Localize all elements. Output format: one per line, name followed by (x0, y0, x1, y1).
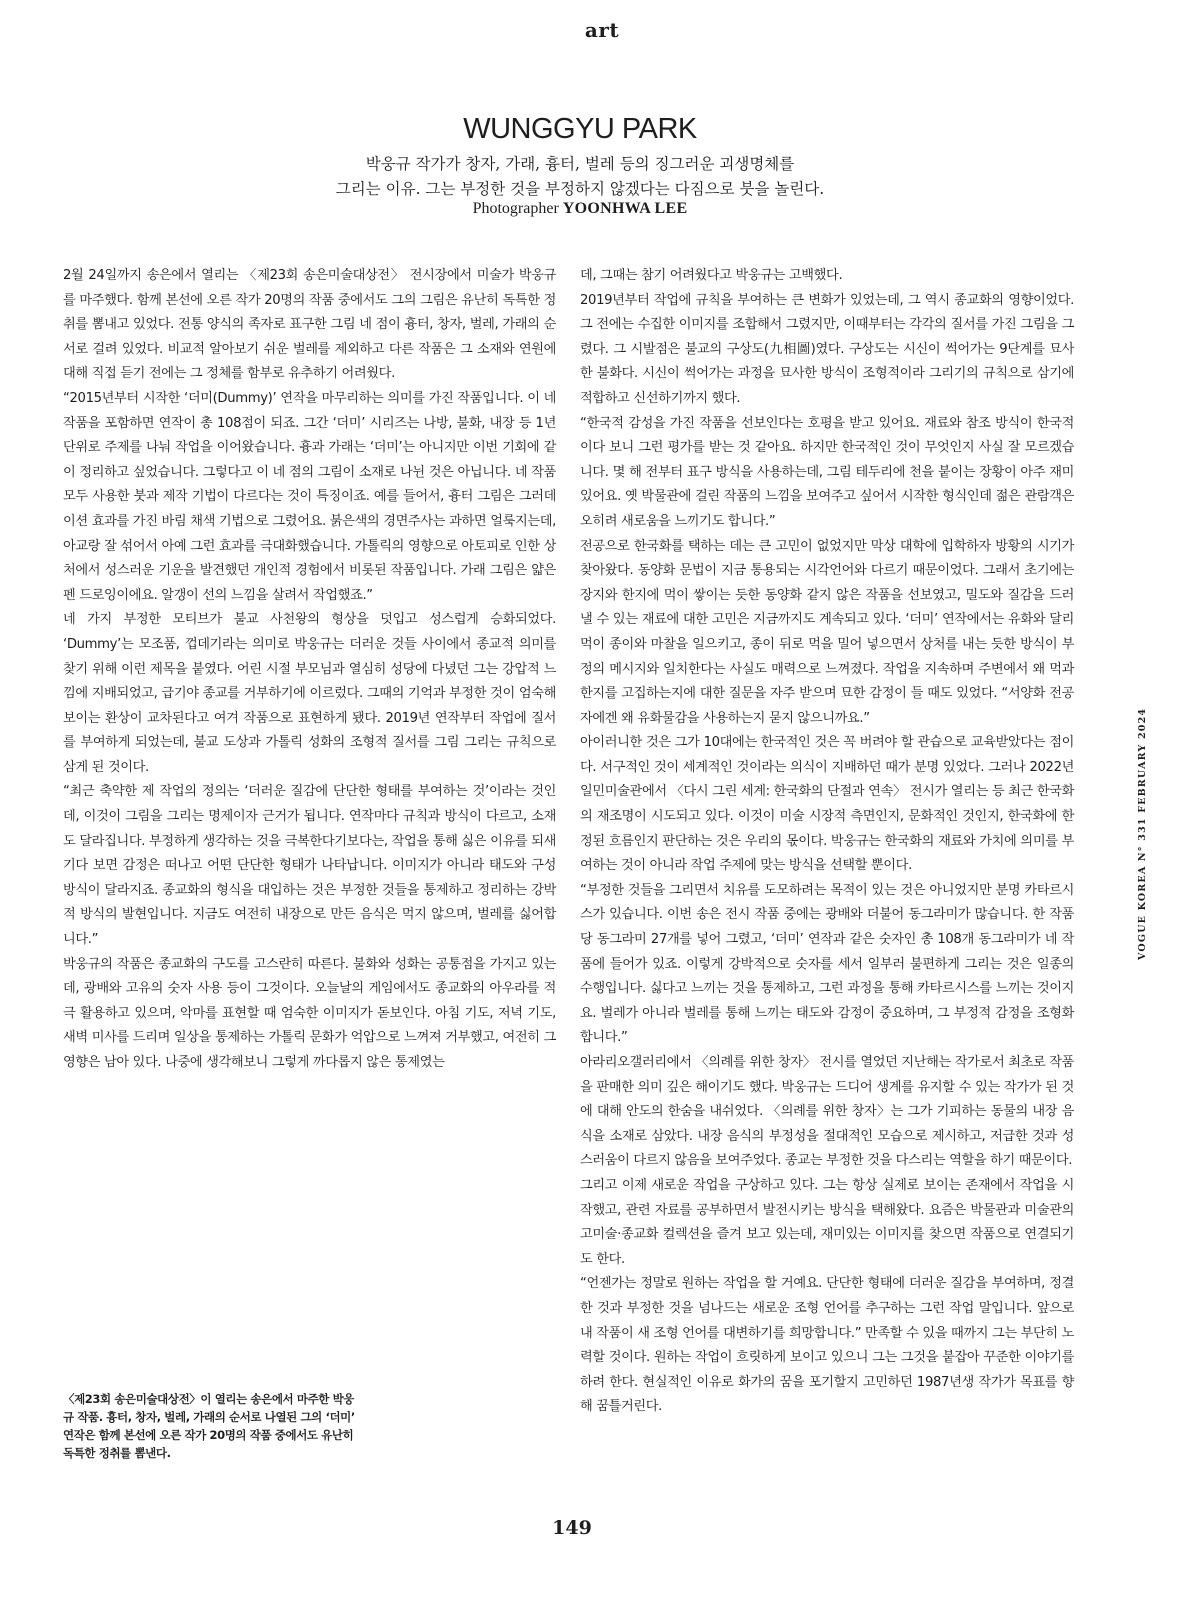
paragraph: 그리고 이제 새로운 작업을 구상하고 있다. 그는 항상 실제로 보이는 존재에서 작업을 시작했고, 관련 자료를 공부하면서 발전시키는 방식을 택해왔다. 요즘은 박물관과 미술관의 고미술·종교화 컬렉션을 즐겨 보고 있는데, 재미있는 이미지를 찾으면 작품으로 연결되기도 한다. (580, 1177, 1074, 1267)
paragraph: 네 가지 부정한 모티브가 불교 사천왕의 형상을 덧입고 성스럽게 승화되었다. ‘Dummy’는 모조품, 껍데기라는 의미로 박웅규는 더러운 것들 사이에서 종교적 의미를 찾기 위해 이런 제목을 붙였다. 어린 시절 부모님과 열심히 성당에 다녔던 그는 강압적 느낌에 지배되었고, 급기야 종교를 거부하기에 이르렀다. 그때의 기억과 부정한 것이 엄숙해 보이는 환상이 교차된다고 여겨 작품으로 표현하게 됐다. 2019년 연작부터 작업에 질서를 부여하게 되었는데, 불교 도상과 가톨릭 성화의 조형적 질서를 그림 그리는 규칙으로 삼게 된 것이다. (63, 612, 556, 775)
photographer-credit (0, 200, 1160, 218)
article-title: WUNGGYU PARK (463, 113, 697, 145)
paragraph: 박웅규의 작품은 종교화의 구도를 고스란히 따른다. 불화와 성화는 공통점을 가지고 있는데, 광배와 고유의 숫자 사용 등이 그것이다. 오늘날의 게임에서도 종교화의 아우라를 적극 활용하고 있으며, 악마를 표현할 때 엄숙한 이미지가 돋보인다. 아침 기도, 저녁 기도, 새벽 미사를 드리며 일상을 통제하는 가톨릭 문화가 억압으로 느껴져 거부했고, 여전히 그 영향은 남아 있다. 나중에 생각해보니 그렇게 까다롭지 않은 통제였는 (63, 956, 556, 1070)
image-caption: 〈제23회 송은미술대상전〉이 열리는 송은에서 마주한 박웅규 작품. 흉터, 창자, 벌레, 가래의 순서로 나열된 그의 ‘더미’ 연작은 함께 본선에 오른 작가 20명의 작품 중에서도 유난히 독특한 정취를 뽐낸다. (63, 1392, 355, 1460)
paragraph: “언젠가는 정말로 원하는 작업을 할 거예요. 단단한 형태에 더러운 질감을 부여하며, 정결한 것과 부정한 것을 넘나드는 새로운 조형 언어를 추구하는 그런 작업 말입니다. 앞으로 내 작품이 새 조형 언어를 대변하기를 희망합니다.” 만족할 수 있을 때까지 그는 부단히 노력할 것이다. 원하는 작업이 흐릿하게 보이고 있으니 그는 그것을 붙잡아 꾸준한 이야기를 하려 한다. 현실적인 이유로 화가의 꿈을 포기할지 고민하던 1987년생 작가가 목표를 향해 꿈틀거린다. (580, 1276, 1074, 1415)
paragraph: “부정한 것들을 그리면서 치유를 도모하려는 목적이 있는 것은 아니었지만 분명 카타르시스가 있습니다. 이번 송은 전시 작품 중에는 광배와 더불어 동그라미가 많습니다. 한 작품당 동그라미 27개를 넣어 그렸고, ‘더미’ 연작과 같은 숫자인 총 108개 동그라미가 네 작품에 들어가 있죠. 이렇게 강박적으로 숫자를 세서 일부러 불편하게 그리는 것은 일종의 수행입니다. 싫다고 느끼는 것을 통제하고, 그런 과정을 통해 카타르시스를 느끼는 것이지요. 벌레가 아니라 벌레를 통해 느끼는 태도와 감정이 중요하며, 그 부정적 감정을 조형화합니다.” (580, 882, 1074, 1046)
paragraph: “최근 축약한 제 작업의 정의는 ‘더러운 질감에 단단한 형태를 부여하는 것’이라는 것인데, 이것이 그림을 그리는 명제이자 근거가 됩니다. 연작마다 규칙과 방식이 다르고, 소재도 달라집니다. 부정하게 생각하는 것을 극복한다기보다는, 작업을 통해 싫은 이유를 되새기다 보면 감정은 떠나고 어떤 단단한 형태가 나타납니다. 이미지가 아니라 태도와 구성 방식이 달라지죠. 종교화의 형식을 대입하는 것은 부정한 것들을 통제하고 정리하는 강박적 방식의 발현입니다. 지금도 여전히 내장으로 만든 음식은 먹지 않으며, 벌레를 싫어합니다.” (63, 784, 556, 948)
subtitle-line: 그리는 이유. 그는 부정한 것을 부정하지 않겠다는 다짐으로 붓을 놀린다. (335, 180, 825, 198)
right-column (580, 264, 1074, 1420)
magazine-issue-label: VOGUE KOREA N° 331 FEBRUARY 2024 (1137, 707, 1148, 961)
credit-name: YOONHWA LEE (562, 200, 688, 217)
credit-prefix: Photographer (472, 200, 559, 217)
paragraph: 2월 24일까지 송은에서 열리는 〈제23회 송은미술대상전〉 전시장에서 미술가 박웅규를 마주했다. 함께 본선에 오른 작가 20명의 작품 중에서도 그의 그림은 유난히 독특한 정취를 뽐내고 있었다. 전통 양식의 족자로 표구한 그림 네 점이 흉터, 창자, 벌레, 가래의 순서로 걸려 있었다. 비교적 알아보기 쉬운 벌레를 제외하고 다른 작품은 그 소재와 연원에 대해 직접 듣기 전에는 그 정체를 함부로 유추하기 어려웠다. (63, 268, 556, 382)
left-column (63, 264, 556, 1076)
paragraph: 아라리오갤러리에서 〈의례를 위한 창자〉 전시를 열었던 지난해는 작가로서 최초로 작품을 판매한 의미 깊은 해이기도 했다. 박웅규는 드디어 생계를 유지할 수 있는 작가가 된 것에 대해 안도의 한숨을 내쉬었다. 〈의례를 위한 창자〉는 그가 기피하는 동물의 내장 음식을 소재로 삼았다. 내장 음식의 부정성을 절대적인 모습으로 제시하고, 저급한 것과 성스러움이 다르지 않음을 보여주었다. 종교는 부정한 것을 다스리는 역할을 하기 때문이다. (580, 1055, 1074, 1169)
section-tag: art (584, 18, 620, 42)
article-subtitle (0, 152, 1160, 202)
paragraph: 아이러니한 것은 그가 10대에는 한국적인 것은 꼭 버려야 할 관습으로 교육받았다는 점이다. 서구적인 것이 세계적인 것이라는 의식이 지배하던 때가 분명 있었다. 그러나 2022년 일민미술관에서 〈다시 그린 세계: 한국화의 단절과 연속〉 전시가 열리는 등 최근 한국화의 재조명이 시도되고 있다. 이것이 미술 시장적 측면인지, 문화적인 것인지, 한국화에 한정된 흐름인지 판단하는 것은 우리의 몫이다. 박웅규는 한국화의 재료와 가치에 의미를 부여하는 것이 아니라 작업 주제에 맞는 방식을 선택할 뿐이다. (580, 735, 1074, 874)
paragraph: 데, 그때는 참기 어려웠다고 박웅규는 고백했다. (580, 268, 843, 283)
paragraph: 2019년부터 작업에 규칙을 부여하는 큰 변화가 있었는데, 그 역시 종교화의 영향이었다. 그 전에는 수집한 이미지를 조합해서 그렸지만, 이때부터는 각각의 질서를 가진 그림을 그렸다. 그 시발점은 불교의 구상도(九相圖)였다. 구상도는 시신이 썩어가는 9단계를 묘사한 불화다. 시신이 썩어가는 과정을 묘사한 방식이 조형적이라 그리기의 규칙으로 삼기에 적합하고 신선하기까지 했다. (580, 292, 1074, 406)
paragraph: “2015년부터 시작한 ‘더미(Dummy)’ 연작을 마무리하는 의미를 가진 작품입니다. 이 네 작품을 포함하면 연작이 총 108점이 되죠. 그간 ‘더미’ 시리즈는 나방, 불화, 내장 등 1년 단위로 주제를 나눠 작업을 이어왔습니다. 흉과 가래는 ‘더미’는 아니지만 이번 기회에 같이 정리하고 싶었습니다. 그렇다고 이 네 점의 그림이 소재로 나뉜 것은 아닙니다. 네 작품 모두 사용한 붓과 제작 기법이 다르다는 것이 특징이죠. 예를 들어서, 흉터 그림은 그러데이션 효과를 가진 바림 채색 기법으로 그렸어요. 붉은색의 경면주사는 과하면 얼룩지는데, 아교랑 잘 섞어서 아예 그런 효과를 극대화했습니다. 가톨릭의 영향으로 아토피로 인한 상처에서 성스러운 기운을 발견했던 개인적 경험에서 비롯된 작품입니다. 가래 그림은 얇은 펜 드로잉이에요. 알갱이 선의 느낌을 살려서 작업했죠.” (63, 390, 556, 603)
page-number: 149 (552, 1517, 592, 1539)
paragraph: 전공으로 한국화를 택하는 데는 큰 고민이 없었지만 막상 대학에 입학하자 방황의 시기가 찾아왔다. 동양화 문법이 지금 통용되는 시각언어와 다르기 때문이었다. 그래서 초기에는 장지와 한지에 먹이 쌓이는 듯한 동양화 같지 않은 작품을 선보였고, 밀도와 질감을 드러낼 수 있는 재료에 대한 고민은 지금까지도 계속되고 있다. ‘더미’ 연작에서는 유화와 달리 먹이 종이와 마찰을 일으키고, 종이 뒤로 먹을 밀어 넣으면서 상처를 내는 듯한 방식이 부정의 메시지와 일치한다는 사실도 매력으로 느껴졌다. 작업을 지속하며 주변에서 왜 먹과 한지를 고집하는지에 대한 질문을 자주 받으며 묘한 감정이 들 때도 있었다. “서양화 전공자에겐 왜 유화물감을 사용하는지 묻지 않으니까요.” (580, 538, 1074, 726)
subtitle-line: 박웅규 작가가 창자, 가래, 흉터, 벌레 등의 징그러운 괴생명체를 (365, 155, 795, 173)
paragraph: “한국적 감성을 가진 작품을 선보인다는 호평을 받고 있어요. 재료와 참조 방식이 한국적이다 보니 그런 평가를 받는 것 같아요. 하지만 한국적인 것이 무엇인지 사실 잘 모르겠습니다. 몇 해 전부터 표구 방식을 사용하는데, 그림 테두리에 천을 붙이는 장황이 아주 재미있어요. 옛 박물관에 걸린 작품의 느낌을 보여주고 싶어서 시작한 형식인데 젊은 관람객은 오히려 새로움을 느끼기도 합니다.” (580, 415, 1074, 529)
